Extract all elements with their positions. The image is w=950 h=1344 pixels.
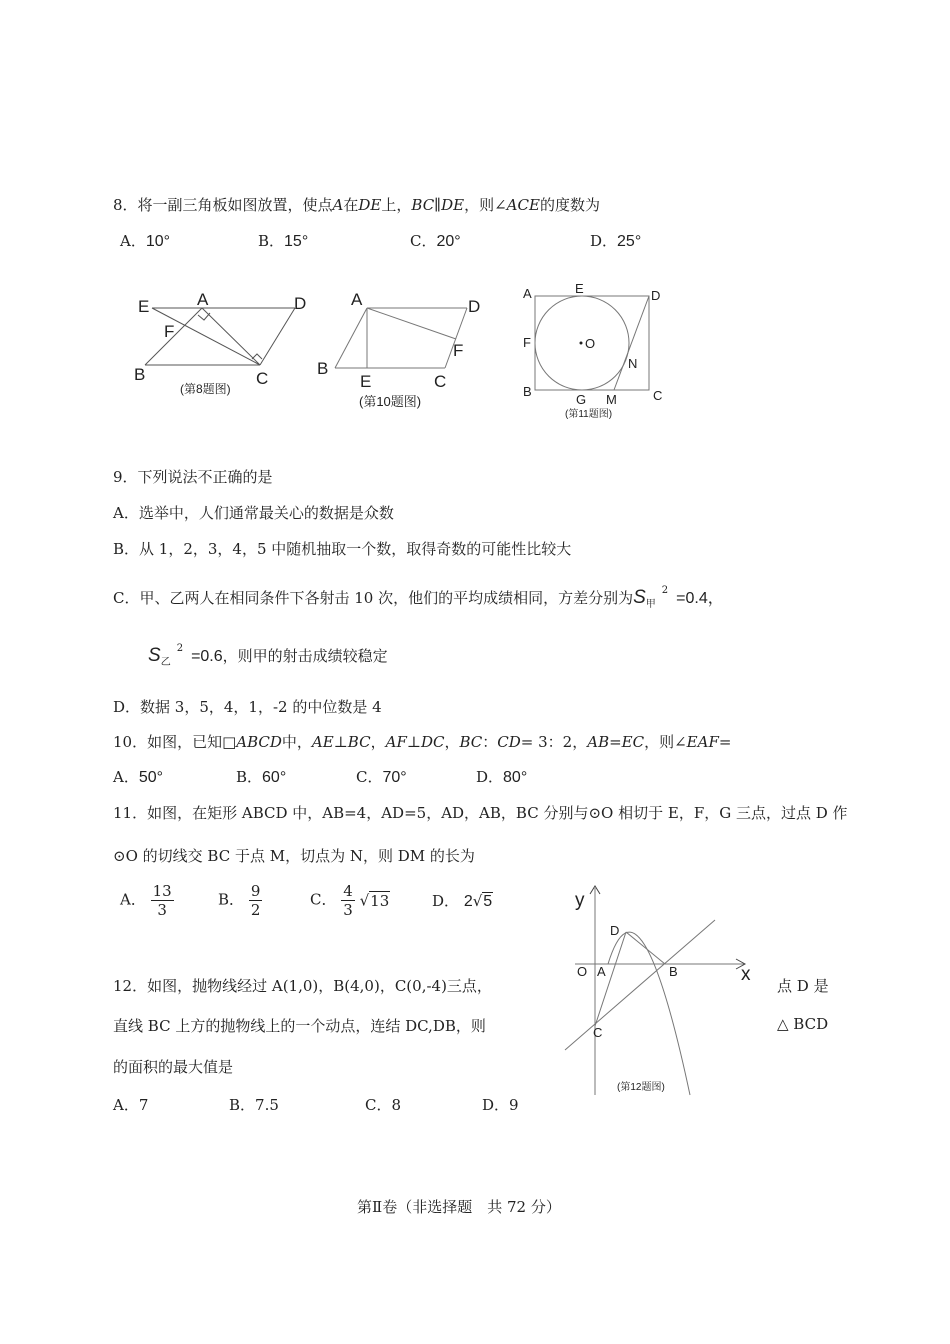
fig8-line-ac [202,308,260,365]
q11-stem-line2: ⊙O 的切线交 BC 于点 M，切点为 N，则 DM 的长为 [113,847,475,865]
q11-stem-line1: 11．如图，在矩形 ABCD 中，AB=4，AD=5，AD，AB，BC 分别与⊙O 相切于 E，F，G 三点，过点 D 作 [113,804,848,822]
section-heading: 第Ⅱ卷（非选择题 共 72 分） [357,1198,561,1216]
fig12-label-o: O [577,964,588,979]
q11-option-d[interactable]: D． 2√5 [432,892,493,910]
fig12-label-a: A [597,964,606,979]
fig8-label-b: B [134,365,146,384]
figure-10 [315,285,500,410]
fig12-line-dc [595,932,626,1026]
q12-stem-right1: 点 D 是 [777,977,829,995]
fig8-label-d: D [294,294,307,313]
fig12-label-d: D [610,923,620,938]
q10-option-c[interactable]: C．70° [356,768,407,786]
q8-option-b[interactable]: B．15° [258,232,309,250]
q12-stem-line3: 的面积的最大值是 [113,1058,234,1076]
q10-option-b[interactable]: B．60° [236,768,287,786]
fig10-label-f: F [453,341,464,360]
fig10-line-ba [335,308,367,368]
q10-stem: 10．如图，已知□ABCD中，AE⊥BC，AF⊥DC，BC：CD= 3：2，AB=EC，则∠EAF= [113,733,732,751]
fig11-label-d: D [651,288,661,303]
fig12-label-x: x [741,964,751,985]
fig8-label-c: C [256,369,269,388]
fig10-line-af [367,308,456,339]
fig11-tangent-dm [614,296,649,390]
q9-option-d[interactable]: D．数据 3，5，4，1，-2 的中位数是 4 [113,698,382,716]
q9-option-c-continued: $S_乙^2 =0.6$，则甲的射击成绩较稳定 [148,643,388,668]
q9-stem: 9．下列说法不正确的是 [113,468,273,486]
fig12-label-y: y [575,890,585,911]
q12-option-d[interactable]: D．9 [482,1096,519,1114]
q12-stem-line2: 直线 BC 上方的抛物线上的一个动点，连结 DC,DB，则 [113,1017,486,1035]
figure-8 [130,285,315,400]
fig12-line-db [626,932,665,964]
fig10-caption: (第10题图) [359,394,422,409]
fig11-label-o: O [585,336,596,351]
q10-option-a[interactable]: A．50° [113,768,164,786]
fig10-label-d: D [468,297,481,316]
q8-option-c[interactable]: C．20° [410,232,461,250]
fig8-caption: (第8题图) [180,382,231,396]
fig11-label-c: C [653,388,663,403]
fig11-label-m: M [606,392,617,407]
fig8-label-a: A [197,290,209,309]
q11-option-a[interactable]: A． $\frac{13}{3}$ [120,882,172,919]
fig10-label-b: B [317,359,329,378]
q9-option-c[interactable]: C．甲、乙两人在相同条件下各射击 10 次，他们的平均成绩相同，方差分别为$S_甲^2 =0.4$， [113,585,724,610]
fig12-line-bc [565,920,715,1050]
q12-stem-line1: 12．如图，抛物线经过 A(1,0)，B(4,0)，C(0,-4)三点， [113,977,492,995]
fig8-line-dc [260,308,295,365]
q11-option-c[interactable]: C． $\frac{4}{3}$ √13 [310,882,390,919]
fig11-center-dot [580,342,583,345]
fig11-label-g: G [576,392,587,407]
q11-option-b[interactable]: B． $\frac{9}{2}$ [218,882,261,919]
q12-option-c[interactable]: C．8 [365,1096,402,1114]
q8-option-a[interactable]: A．10° [120,232,171,250]
fig12-parabola [608,932,690,1095]
q12-option-b[interactable]: B．7.5 [229,1096,279,1114]
fig10-label-a: A [351,290,363,309]
fig10-label-c: C [434,372,447,391]
fig11-label-n: N [628,356,638,371]
fig11-label-f: F [523,335,531,350]
fig11-label-e: E [575,281,584,296]
figure-12 [555,880,770,1100]
fig10-label-e: E [360,372,372,391]
fig12-label-b: B [669,964,678,979]
q12-stem-right2: △ BCD [777,1015,829,1033]
fig12-label-c: C [593,1025,603,1040]
fig8-label-e: E [138,297,150,316]
q9-option-b[interactable]: B．从 1，2，3，4，5 中随机抽取一个数，取得奇数的可能性比较大 [113,540,572,558]
q8-option-d[interactable]: D．25° [590,232,642,250]
q8-stem: 8．将一副三角板如图放置，使点A在DE上，BC∥DE，则∠ACE的度数为 [113,196,600,214]
figure-11 [515,280,675,425]
fig12-caption: (第12题图) [617,1082,665,1093]
fig11-caption: (第11题图) [565,409,613,420]
q10-option-d[interactable]: D．80° [476,768,528,786]
fig8-label-f: F [164,322,175,341]
q9-option-a[interactable]: A．选举中，人们通常最关心的数据是众数 [113,504,394,522]
fig11-label-a: A [523,286,532,301]
fig11-label-b: B [523,384,532,399]
q12-option-a[interactable]: A．7 [113,1096,149,1114]
